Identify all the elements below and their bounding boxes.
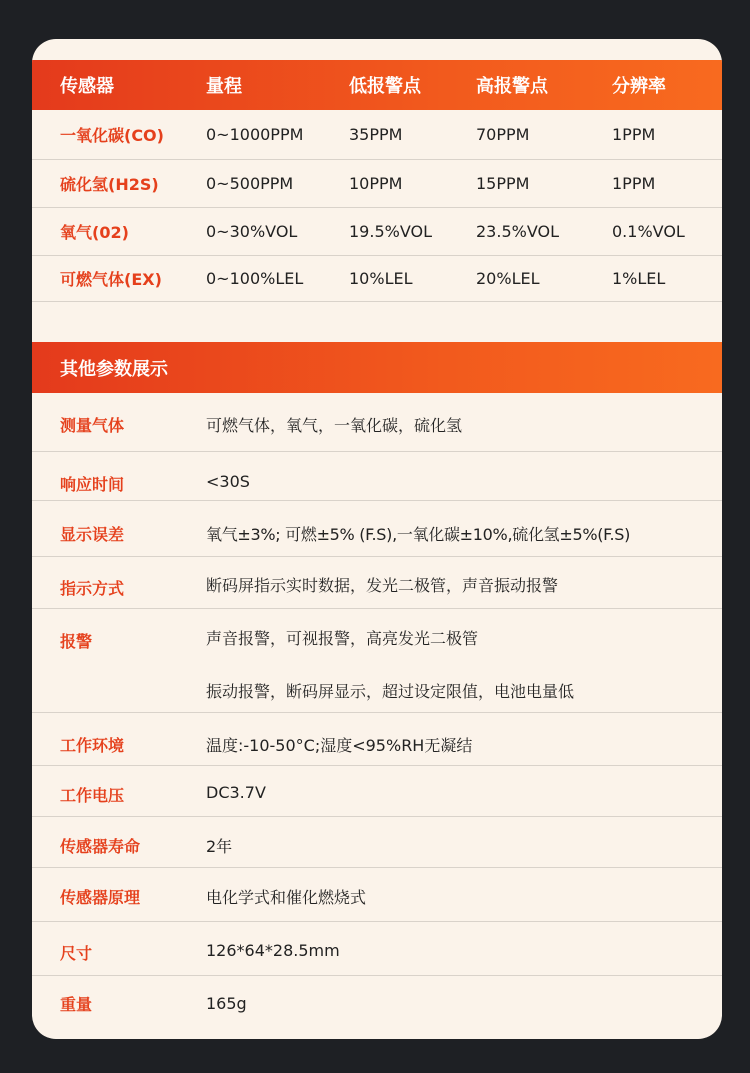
sensor-range: 0~500PPM: [206, 174, 294, 193]
header-resolution: 分辨率: [612, 76, 666, 97]
param-label: 指示方式: [60, 579, 125, 598]
param-label: 显示误差: [60, 525, 125, 544]
param-value: 声音报警，可视报警，高亮发光二极管: [206, 629, 479, 648]
param-label: 工作电压: [60, 786, 125, 805]
params-title: 其他参数展示: [60, 358, 168, 380]
header-low-alarm: 低报警点: [349, 76, 421, 97]
params-section-header: [32, 342, 722, 393]
param-value: 氧气±3%; 可燃±5% (F.S),一氧化碳±10%,硫化氢±5%(F.S): [206, 525, 631, 544]
sensor-range: 0~30%VOL: [206, 222, 298, 241]
table-row: [32, 208, 722, 256]
param-row: [32, 452, 722, 501]
param-row: [32, 557, 722, 609]
spec-card: [32, 39, 722, 1039]
param-row: [32, 713, 722, 766]
sensor-name: 一氧化碳(CO): [60, 126, 164, 145]
param-value: 165g: [206, 994, 247, 1013]
param-label: 传感器寿命: [60, 837, 141, 856]
sensor-high-alarm: 70PPM: [476, 125, 530, 144]
param-row-alarm: [32, 609, 722, 713]
param-row: [32, 817, 722, 868]
header-high-alarm: 高报警点: [476, 76, 548, 97]
sensor-range: 0~1000PPM: [206, 125, 304, 144]
sensor-low-alarm: 19.5%VOL: [349, 222, 432, 241]
sensor-table-header: [32, 60, 722, 110]
sensor-low-alarm: 10%LEL: [349, 269, 413, 288]
param-value: 断码屏指示实时数据，发光二极管，声音振动报警: [206, 576, 559, 595]
header-range: 量程: [206, 76, 242, 97]
param-value: 2年: [206, 837, 233, 856]
param-label: 尺寸: [60, 944, 93, 963]
sensor-high-alarm: 23.5%VOL: [476, 222, 559, 241]
sensor-high-alarm: 15PPM: [476, 174, 530, 193]
sensor-low-alarm: 10PPM: [349, 174, 403, 193]
param-value: 可燃气体，氧气，一氧化碳，硫化氢: [206, 416, 463, 435]
param-value-line2: 振动报警，断码屏显示，超过设定限值，电池电量低: [206, 682, 575, 701]
param-label: 响应时间: [60, 475, 125, 494]
sensor-resolution: 1%LEL: [612, 269, 666, 288]
param-label: 测量气体: [60, 416, 125, 435]
param-row: [32, 922, 722, 976]
param-row: [32, 766, 722, 817]
param-value: DC3.7V: [206, 783, 266, 802]
param-row: [32, 393, 722, 452]
param-value: 电化学式和催化燃烧式: [206, 888, 367, 907]
param-label: 重量: [60, 995, 93, 1014]
param-value: 温度:-10-50°C;湿度<95%RH无凝结: [206, 736, 473, 755]
sensor-high-alarm: 20%LEL: [476, 269, 540, 288]
sensor-name: 可燃气体(EX): [60, 270, 162, 289]
table-row: [32, 160, 722, 208]
header-sensor: 传感器: [60, 76, 114, 97]
sensor-resolution: 1PPM: [612, 125, 656, 144]
param-value: 126*64*28.5mm: [206, 941, 340, 960]
param-row: [32, 976, 722, 1039]
param-label: 传感器原理: [60, 888, 141, 907]
sensor-low-alarm: 35PPM: [349, 125, 403, 144]
table-row: [32, 256, 722, 302]
param-row: [32, 501, 722, 557]
sensor-resolution: 0.1%VOL: [612, 222, 685, 241]
param-label: 报警: [60, 632, 93, 651]
param-row: [32, 868, 722, 922]
sensor-resolution: 1PPM: [612, 174, 656, 193]
sensor-name: 硫化氢(H2S): [60, 175, 159, 194]
sensor-range: 0~100%LEL: [206, 269, 304, 288]
table-row: [32, 110, 722, 160]
sensor-name: 氧气(02): [60, 223, 129, 242]
param-label: 工作环境: [60, 736, 125, 755]
param-value: <30S: [206, 472, 250, 491]
